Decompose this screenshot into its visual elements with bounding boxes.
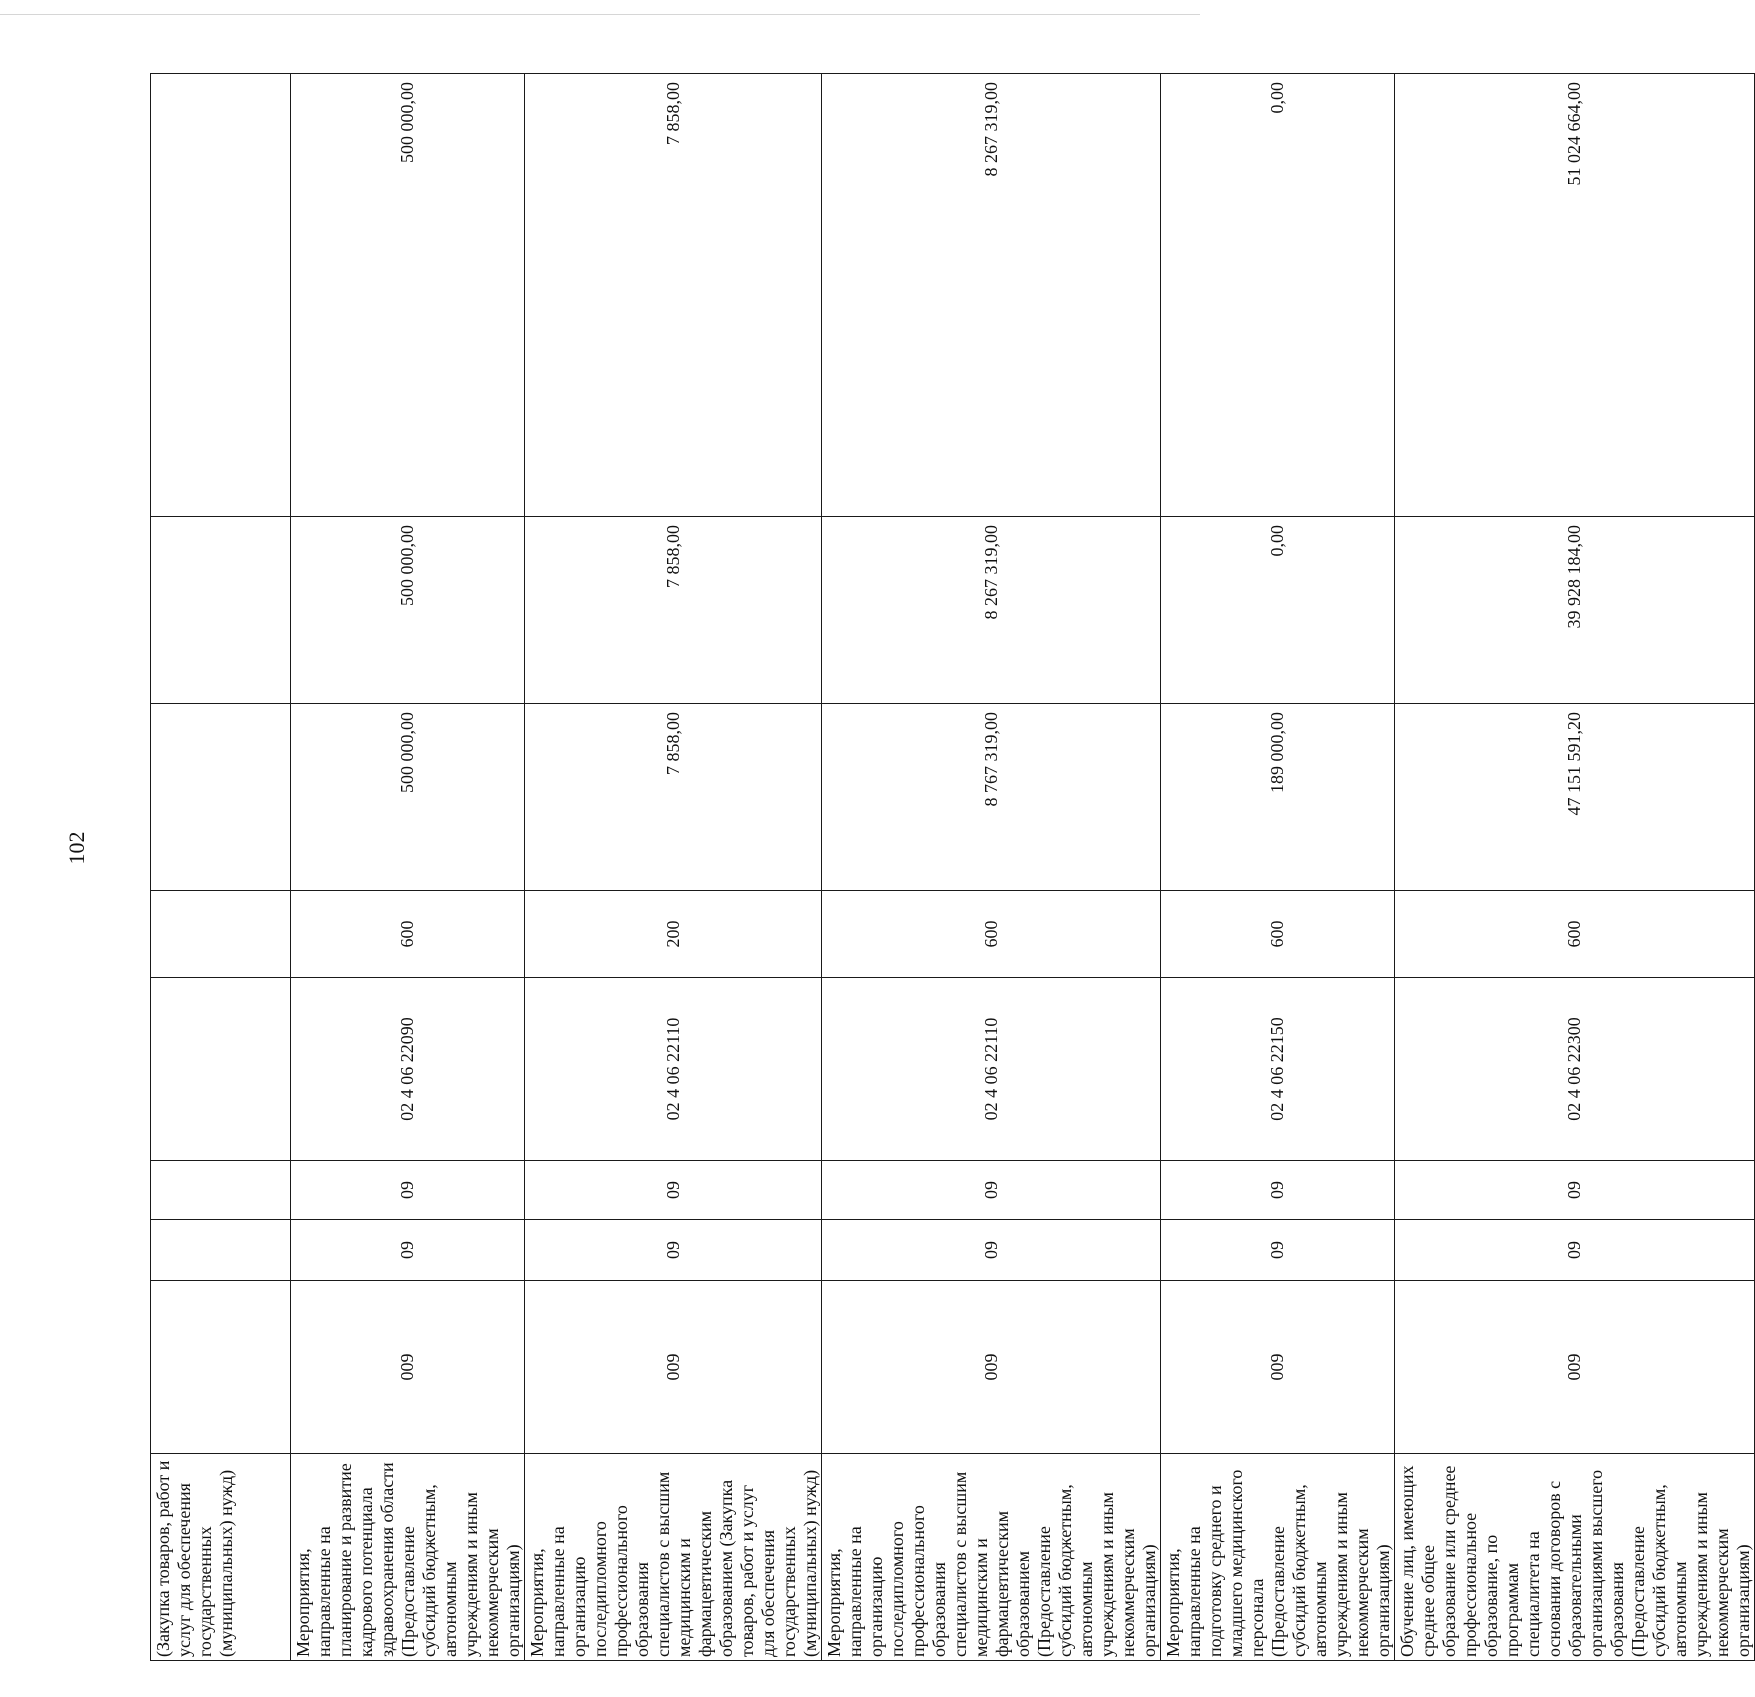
amount-3: 8 267 319,00: [822, 74, 1161, 517]
target-article-code: 02 4 06 22300: [1395, 978, 1755, 1161]
section-code: 09: [1395, 1220, 1755, 1281]
ministry-code: 009: [525, 1281, 822, 1454]
amount-1: 7 858,00: [525, 704, 822, 891]
section-code: [151, 1220, 291, 1281]
expense-type-code: 200: [525, 891, 822, 978]
target-article-code: 02 4 06 22090: [291, 978, 525, 1161]
table-row: [291, 74, 525, 1661]
amount-1: 8 767 319,00: [822, 704, 1161, 891]
expense-type-code: 600: [822, 891, 1161, 978]
row-description: Мероприятия, направленные на планирование и развитие кадрового потенциала здравоохранения области (Предоставление субсидий бюджетным, автономным учреждениям и иным некоммерческим организациям): [291, 1454, 525, 1661]
amount-1: 189 000,00: [1161, 704, 1395, 891]
table-row: [1395, 74, 1755, 1661]
table-row: [525, 74, 822, 1661]
subsection-code: 09: [1161, 1161, 1395, 1220]
target-article-code: 02 4 06 22150: [1161, 978, 1395, 1161]
ministry-code: 009: [291, 1281, 525, 1454]
target-article-code: [151, 978, 291, 1161]
table-row: [822, 74, 1161, 1661]
subsection-code: [151, 1161, 291, 1220]
expense-type-code: 600: [291, 891, 525, 978]
subsection-code: 09: [525, 1161, 822, 1220]
row-description: (Закупка товаров, работ и услуг для обеспечения государственных (муниципальных) нужд): [151, 1454, 291, 1661]
subsection-code: 09: [822, 1161, 1161, 1220]
amount-3: 500 000,00: [291, 74, 525, 517]
expense-type-code: 600: [1161, 891, 1395, 978]
budget-table: [150, 73, 1755, 1661]
amount-3: 0,00: [1161, 74, 1395, 517]
target-article-code: 02 4 06 22110: [525, 978, 822, 1161]
amount-1: 47 151 591,20: [1395, 704, 1755, 891]
amount-3: [151, 74, 291, 517]
section-code: 09: [291, 1220, 525, 1281]
subsection-code: 09: [1395, 1161, 1755, 1220]
table-row: [151, 74, 291, 1661]
amount-1: 500 000,00: [291, 704, 525, 891]
page-number: 102: [64, 831, 89, 865]
row-description: Обучение лиц, имеющих среднее общее образование или среднее профессиональное образование, по программам специалитета на основании договоров с образовательными организациями высшего образования (Предоставление субсидий бюджетным, автономным учреждениям и иным некоммерческим организациям): [1395, 1454, 1755, 1661]
row-description: Мероприятия, направленные на подготовку среднего и младшего медицинского персонала (Предоставление субсидий бюджетным, автономным учреждениям и иным некоммерческим организациям): [1161, 1454, 1395, 1661]
table-row: [1161, 74, 1395, 1661]
ministry-code: [151, 1281, 291, 1454]
target-article-code: 02 4 06 22110: [822, 978, 1161, 1161]
amount-2: 7 858,00: [525, 517, 822, 704]
section-code: 09: [525, 1220, 822, 1281]
budget-table-container: [150, 74, 1753, 1661]
expense-type-code: 600: [1395, 891, 1755, 978]
amount-3: 7 858,00: [525, 74, 822, 517]
amount-2: 8 267 319,00: [822, 517, 1161, 704]
row-description: Мероприятия, направленные на организацию последипломного профессионального образования специалистов с высшим медицинским и фармацевтическим образованием (Предоставление субсидий бюджетным, автономным учреждениям и иным некоммерческим организациям): [822, 1454, 1161, 1661]
ministry-code: 009: [1161, 1281, 1395, 1454]
amount-3: 51 024 664,00: [1395, 74, 1755, 517]
top-scan-rule: [0, 14, 1200, 15]
amount-2: [151, 517, 291, 704]
section-code: 09: [822, 1220, 1161, 1281]
section-code: 09: [1161, 1220, 1395, 1281]
row-description: Мероприятия, направленные на организацию последипломного профессионального образования специалистов с высшим медицинским и фармацевтическим образованием (Закупка товаров, работ и услуг для обеспечения государственных (муниципальных) нужд): [525, 1454, 822, 1661]
amount-1: [151, 704, 291, 891]
ministry-code: 009: [1395, 1281, 1755, 1454]
amount-2: 500 000,00: [291, 517, 525, 704]
subsection-code: 09: [291, 1161, 525, 1220]
expense-type-code: [151, 891, 291, 978]
ministry-code: 009: [822, 1281, 1161, 1454]
amount-2: 0,00: [1161, 517, 1395, 704]
amount-2: 39 928 184,00: [1395, 517, 1755, 704]
